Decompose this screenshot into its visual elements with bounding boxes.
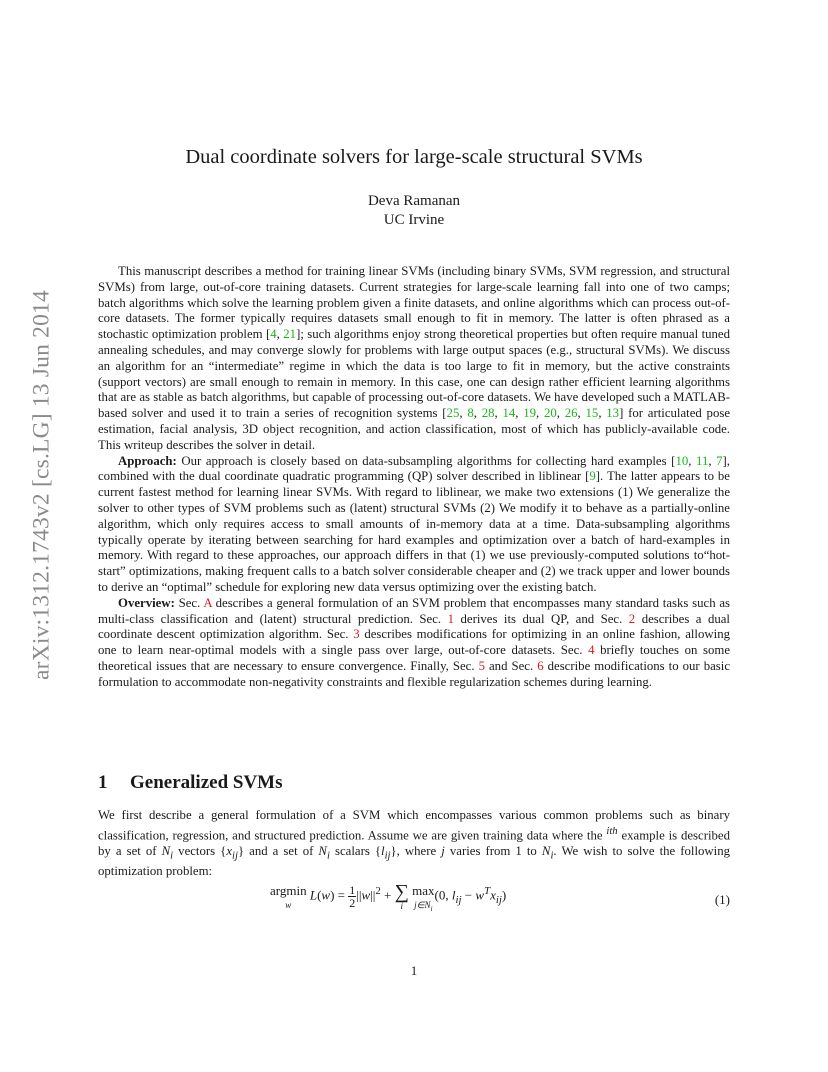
abstract-paragraph-approach: Approach: Our approach is closely based on data-subsampling algorithms for collecting hard examples [10, 11, 7], combined with the dual coordinate quadratic programming (QP) solver described in liblinear [9]. The latter appears to be current fastest method for learning linear SVMs. With regard to liblinear, we make two extensions (1) We generalize the solver to other types of SVM problems such as (latent) structural SVMs (2) We modify it to behave as a partially-online algorithm, which only requires access to small amounts of in-memory data at a time. Data-subsampling algorithms typically operate by iterating between searching for hard examples and optimization over a batch of hard-examples in memory. With regard to these approaches, our approach differs in that (1) we use previously-computed solutions to“hot-start” optimizations, making frequent calls to a batch solver considerable cheaper and (2) we track upper and lower bounds to derive an “optimal” schedule for exploring new data versus optimizing over the existing batch. — [98, 453, 730, 594]
overview-heading: Overview: — [118, 595, 175, 610]
section-reference-link[interactable]: 6 — [537, 658, 544, 673]
citation-link[interactable]: 13 — [606, 406, 620, 421]
section-reference-link[interactable]: 2 — [628, 611, 636, 626]
abstract-paragraph-overview: Overview: Sec. A describes a general formulation of an SVM problem that encompasses many standard tasks such as multi-class classification and (latent) structural prediction. Sec. 1 derives its dual QP, and Sec. 2 describes a dual coordinate descent optimization algorithm. Sec. 3 describes modifications for optimizing in an online fashion, allowing one to learn near-optimal models with a single pass over large, out-of-core datasets. Sec. 4 briefly touches on some theoretical issues that are necessary to ensure convergence. Finally, Sec. 5 and Sec. 6 describe modifications to our basic formulation to accommodate non-negativity constraints and flexible regularization schemes during learning. — [98, 595, 731, 689]
page-number: 1 — [410, 963, 418, 978]
citation-link[interactable]: 28 — [481, 406, 495, 421]
section-title: Generalized SVMs — [130, 772, 283, 793]
section-reference-link[interactable]: 4 — [588, 643, 595, 658]
citation-link[interactable]: 11 — [696, 453, 709, 468]
arxiv-identifier-text: arXiv:1312.1743v2 [cs.LG] 13 Jun 2014 — [28, 290, 55, 680]
section-reference-link[interactable]: 5 — [478, 658, 485, 673]
author-name: Deva Ramanan — [367, 193, 461, 209]
citation-link[interactable]: 26 — [564, 406, 578, 421]
section-paragraph: We first describe a general formulation of a SVM which encompasses various common problems such as binary classification, regression, and structured prediction. Assume we are given training data where the $^{ith}$ example is described by a set of $N_i$ vectors $\{x_{ij}\}$ and a set of $N_i$ scalars $\{l_{ij}\}$, where j varies from 1 to $N_i$. We wish to solve the following optimization problem: — [98, 808, 731, 879]
section-reference-link[interactable]: 3 — [353, 627, 360, 642]
citation-link[interactable]: 25 — [446, 406, 460, 421]
citation-link[interactable]: 21 — [283, 327, 297, 342]
citation-link[interactable]: 8 — [467, 406, 474, 421]
approach-heading: Approach: — [118, 453, 177, 468]
author-affiliation: UC Irvine — [383, 212, 445, 228]
citation-link[interactable]: 15 — [585, 406, 599, 421]
equation-number: (1) — [714, 892, 730, 907]
citation-link[interactable]: 9 — [589, 469, 596, 484]
section-heading — [98, 772, 283, 794]
citation-link[interactable]: 4 — [270, 327, 277, 342]
abstract — [98, 264, 730, 691]
section-body — [98, 808, 730, 880]
section-reference-link[interactable]: 1 — [447, 611, 454, 626]
citation-link[interactable]: 14 — [502, 406, 516, 421]
equation-formula: argmin w L(w) = $\frac{1}{2}$ $||w||^2$ + ∑ i max $j\in N_i$ (0, $l_{ij} - w^Tx_{ij}$) — [270, 881, 507, 913]
abstract-paragraph-intro: This manuscript describes a method for training linear SVMs (including binary SVMs, SVM regression, and structural SVMs) from large, out-of-core training datasets. Current strategies for large-scale learning fall into one of two camps; batch algorithms which solve the learning problem given a finite datasets, and online algorithms which can process out-of-core datasets. The former typically requires datasets small enough to fit in memory. The latter is often phrased as a stochastic optimization problem [4, 21]; such algorithms enjoy strong theoretical properties but often require manual tuned annealing schedules, and may converge slowly for problems with large output spaces (e.g., structural SVMs). We discuss an algorithm for an “intermediate” regime in which the data is too large to fit in memory, but the active constraints (support vectors) are small enough to remain in memory. In this case, one can design rather efficient learning algorithms that are as stable as batch algorithms, but capable of processing out-of-core datasets. We have developed such a MATLAB-based solver and used it to train a series of recognition systems [25, 8, 28, 14, 19, 20, 26, 15, 13] for articulated pose estimation, facial analysis, 3D object recognition, and action classification, most of which has publicly-available code. This writeup describes the solver in detail. — [98, 264, 731, 452]
citation-link[interactable]: 19 — [523, 406, 537, 421]
citation-link[interactable]: 10 — [675, 453, 689, 468]
section-reference-link[interactable]: A — [203, 595, 212, 610]
citation-link[interactable]: 7 — [716, 453, 723, 468]
paper-title: Dual coordinate solvers for large-scale structural SVMs — [185, 146, 643, 168]
section-number: 1 — [98, 772, 108, 793]
arxiv-identifier-stamp — [28, 290, 56, 680]
equation-1 — [98, 880, 730, 920]
citation-link[interactable]: 20 — [543, 406, 557, 421]
